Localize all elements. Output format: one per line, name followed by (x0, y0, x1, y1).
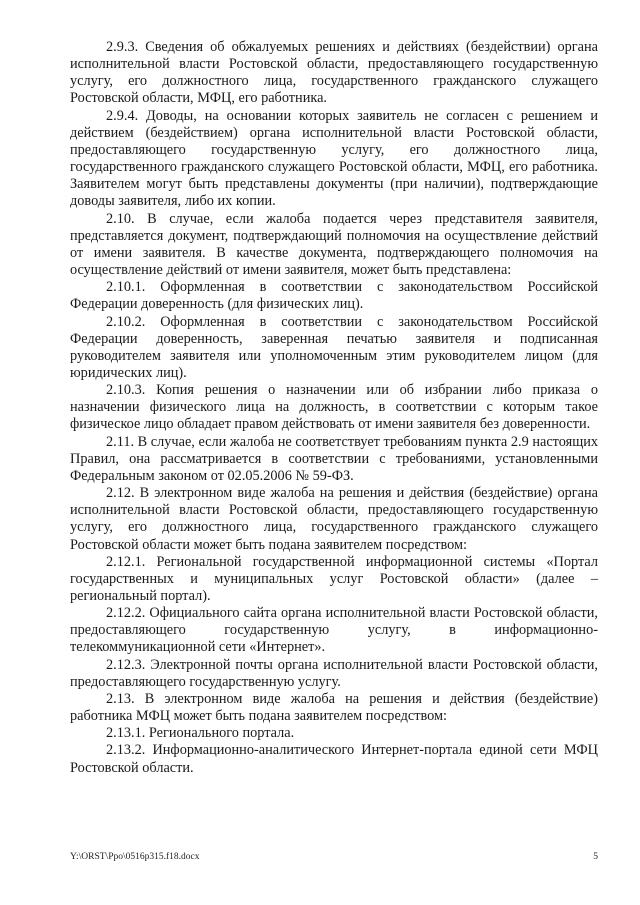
paragraph-2-12-1: 2.12.1. Региональной государственной информационной системы «Портал государственных и муниципальных услуг Ростовской области» (далее – региональный портал). (70, 553, 598, 604)
paragraph-2-11: 2.11. В случае, если жалоба не соответствует требованиям пункта 2.9 настоящих Правил, она рассматривается в соответствии с требованиями, установленными Федеральным законом от 02.05.2006 № 59-ФЗ. (70, 433, 598, 484)
paragraph-2-10-1: 2.10.1. Оформленная в соответствии с законодательством Российской Федерации доверенность (для физических лиц). (70, 279, 598, 313)
paragraph-2-12-2: 2.12.2. Официального сайта органа исполнительной власти Ростовской области, предоставляющего государственную услугу, в информационно-телекоммуникационной сети «Интернет». (70, 605, 598, 656)
paragraph-2-13-1: 2.13.1. Регионального портала. (106, 725, 295, 742)
paragraph-2-13: 2.13. В электронном виде жалоба на решения и действия (бездействие) работника МФЦ может быть подана заявителем посредством: (70, 690, 598, 725)
paragraph-2-9-4: 2.9.4. Доводы, на основании которых заявитель не согласен с решением и действием (бездействием) органа исполнительной власти Ростовской области, предоставляющего государственную услугу, его должностного лица, государственного гражданского служащего Ростовской области, МФЦ, его работника. Заявителем могут быть представлены документы (при наличии), подтверждающие доводы заявителя, либо их копии. (70, 107, 598, 210)
footer-page-number: 5 (593, 852, 598, 862)
document-body (70, 39, 598, 777)
paragraph-2-10: 2.10. В случае, если жалоба подается через представителя заявителя, представляется документ, подтверждающий полномочия на осуществление действий от имени заявителя. В качестве документа, подтверждающего полномочия на осуществление действий от имени заявителя, может быть представлена: (70, 210, 598, 279)
paragraph-2-12: 2.12. В электронном виде жалоба на решения и действия (бездействие) органа исполнительной власти Ростовской области, предоставляющего государственную услугу, его должностного лица, государственного гражданского служащего Ростовской области может быть подана заявителем посредством: (70, 485, 598, 553)
paragraph-2-10-3: 2.10.3. Копия решения о назначении или об избрании либо приказа о назначении физического лица на должность, в соответствии с которым такое физическое лицо обладает правом действовать от имени заявителя без доверенности. (70, 382, 598, 433)
paragraph-2-9-3: 2.9.3. Сведения об обжалуемых решениях и действиях (бездействии) органа исполнительной власти Ростовской области, предоставляющего государственную услугу, его должностного лица, государственного гражданского служащего Ростовской области, МФЦ, его работника. (70, 39, 598, 107)
paragraph-2-12-3: 2.12.3. Электронной почты органа исполнительной власти Ростовской области, предоставляющего государственную услугу. (70, 656, 598, 690)
footer-file-path: Y:\ORST\Ppo\0516p315.f18.docx (70, 852, 200, 862)
paragraph-2-13-2: 2.13.2. Информационно-аналитического Интернет-портала единой сети МФЦ Ростовской области. (70, 742, 598, 776)
paragraph-2-10-2: 2.10.2. Оформленная в соответствии с законодательством Российской Федерации доверенность, заверенная печатью заявителя и подписанная руководителем заявителя или уполномоченным этим руководителем лицом (для юридических лиц). (70, 313, 598, 381)
